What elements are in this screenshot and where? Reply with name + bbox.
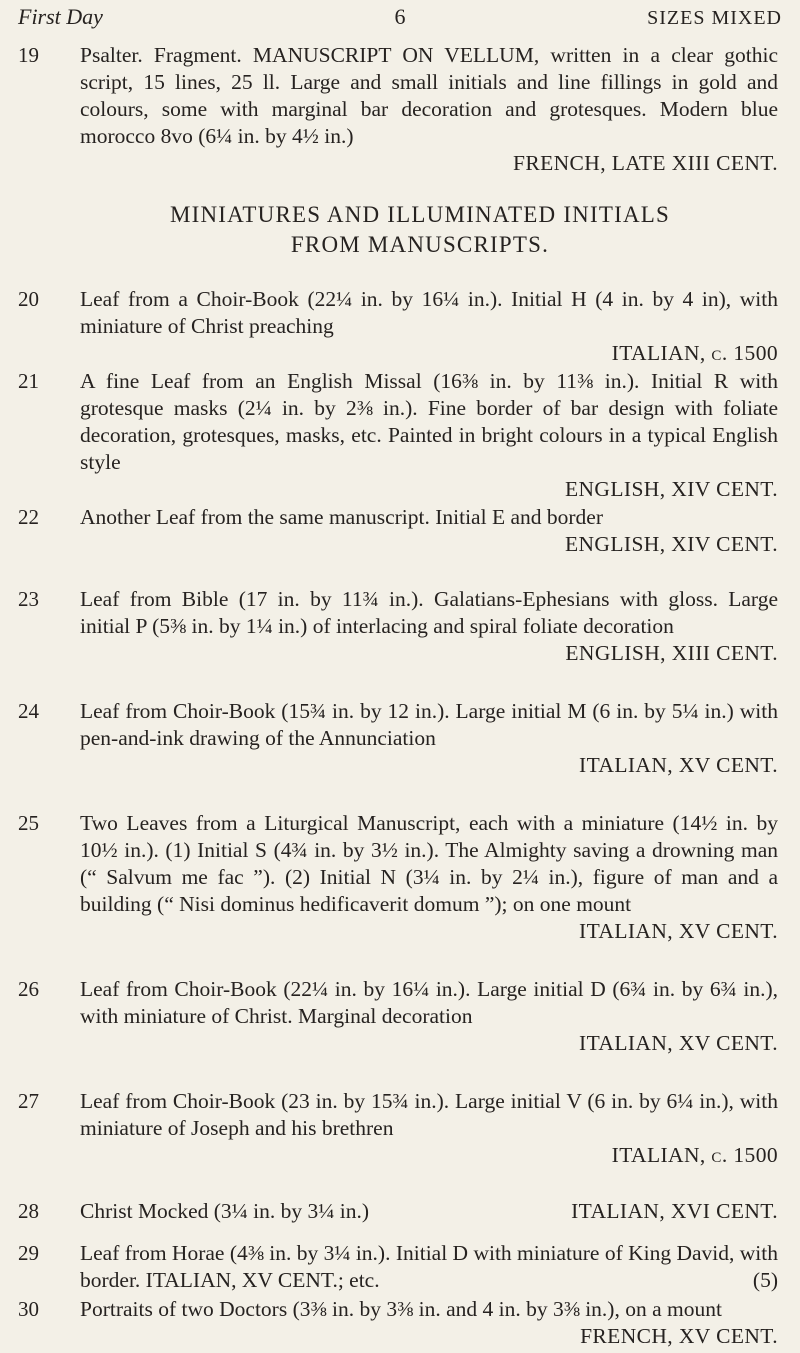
lot-description xyxy=(80,1296,778,1348)
lot-attribution: ITALIAN, XV CENT. xyxy=(579,753,778,777)
lot-description: Leaf from Bible (17 in. by 11¾ in.). Galatians-Ephesians with gloss. Large initial P (5⅜ in. by 1¼ in.) of interlacing and spiral foliate decoration xyxy=(80,587,778,638)
lot-entry xyxy=(18,586,778,667)
lot-number: 20 xyxy=(18,287,39,311)
lot-number: 22 xyxy=(18,505,39,529)
lot-entry xyxy=(18,976,778,1057)
lot-number: 19 xyxy=(18,43,39,67)
lot-quantity: (5) xyxy=(752,1268,778,1292)
lot-number: 29 xyxy=(18,1241,39,1265)
lot-entry xyxy=(18,1240,778,1294)
lot-attribution: ENGLISH, XIII CENT. xyxy=(565,641,778,665)
lot-description-text: Leaf from Horae (4⅜ in. by 3¼ in.). Initial D with miniature of King David, with border. ITALIAN, XV CENT.; etc. xyxy=(80,1241,778,1292)
page-header xyxy=(18,4,782,34)
lot-attribution: ENGLISH, XIV CENT. xyxy=(564,477,778,501)
lot-number: 23 xyxy=(18,587,39,611)
page-number: 6 xyxy=(394,4,406,29)
lot-entry xyxy=(18,698,778,779)
section-heading xyxy=(80,200,760,260)
lot-description: Psalter. Fragment. MANUSCRIPT ON VELLUM, written in a clear gothic script, 15 lines, 25 ll. Large and small initials and line fillings in gold and colours, some with marginal bar decoration and grotesques. Modern blue morocco 8vo (6¼ in. by 4½ in.) xyxy=(80,43,778,148)
lot-description: Leaf from a Choir-Book (22¼ in. by 16¼ in.). Initial H (4 in. by 4 in), with miniature of Christ preaching xyxy=(80,287,778,338)
lot-description: A fine Leaf from an English Missal (16⅜ in. by 11⅜ in.). Initial R with grotesque masks (2¼ in. by 2⅜ in.). Fine border of bar design with foliate decoration, grotesques, masks, etc. Painted in bright colours in a typical English style xyxy=(80,369,778,474)
running-head-section: SIZES MIXED xyxy=(647,7,782,29)
lot-attribution: FRENCH, XV CENT. xyxy=(580,1324,778,1348)
lot-description: Two Leaves from a Liturgical Manuscript, each with a miniature (14½ in. by 10½ in.). (1) Initial S (4¾ in. by 3½ in.). The Almighty saving a drowning man (“ Salvum me fac ”). (2) Initial N (3¼ in. by 2¼ in.), figure of man and a building (“ Nisi dominus hedificaverit domum ”); on one mount xyxy=(80,811,778,916)
lot-description: Leaf from Choir-Book (15¾ in. by 12 in.). Large initial M (6 in. by 5¼ in.) with pen-and-ink drawing of the Annunciation xyxy=(80,699,778,750)
section-heading-line-1: MINIATURES AND ILLUMINATED INITIALS xyxy=(169,202,671,227)
lot-number: 28 xyxy=(18,1199,39,1223)
lot-attribution: ITALIAN, c. 1500 xyxy=(611,341,778,365)
lot-entry xyxy=(18,1198,778,1225)
lot-entry xyxy=(18,1296,778,1350)
lot-entry xyxy=(18,504,778,558)
lot-number: 26 xyxy=(18,977,39,1001)
lot-number: 27 xyxy=(18,1089,39,1113)
lot-attribution: FRENCH, LATE XIII CENT. xyxy=(513,151,778,175)
lot-attribution: ITALIAN, c. 1500 xyxy=(611,1143,778,1167)
lot-entry xyxy=(18,42,778,177)
lot-attribution: ITALIAN, XV CENT. xyxy=(579,1031,778,1055)
lot-description-row xyxy=(80,1198,778,1225)
lot-description: Leaf from Choir-Book (22¼ in. by 16¼ in.). Large initial D (6¾ in. by 6¾ in.), with miniature of Christ. Marginal decoration xyxy=(80,977,778,1028)
lot-description xyxy=(80,1240,778,1294)
lot-description: Another Leaf from the same manuscript. Initial E and border xyxy=(80,505,603,529)
lot-entry xyxy=(18,1088,778,1169)
lot-description: Leaf from Choir-Book (23 in. by 15¾ in.). Large initial V (6 in. by 6¼ in.), with miniature of Joseph and his brethren xyxy=(80,1089,778,1140)
lot-entry xyxy=(18,810,778,945)
lot-entry xyxy=(18,368,778,503)
lot-attribution: ITALIAN, XV CENT. xyxy=(579,919,778,943)
lot-description: Christ Mocked (3¼ in. by 3¼ in.) xyxy=(80,1199,370,1223)
lot-number: 30 xyxy=(18,1297,39,1321)
lot-number: 21 xyxy=(18,369,39,393)
lot-attribution: ENGLISH, XIV CENT. xyxy=(564,532,778,556)
lot-number: 24 xyxy=(18,699,39,723)
lot-attribution: ITALIAN, XVI CENT. xyxy=(571,1199,778,1223)
section-heading-line-2: FROM MANUSCRIPTS. xyxy=(290,232,550,257)
lot-entry xyxy=(18,286,778,367)
lot-number: 25 xyxy=(18,811,39,835)
running-head-day: First Day xyxy=(18,4,103,29)
lot-description-text: Portraits of two Doctors (3⅜ in. by 3⅜ in. and 4 in. by 3⅜ in.), on a mount xyxy=(80,1297,722,1321)
